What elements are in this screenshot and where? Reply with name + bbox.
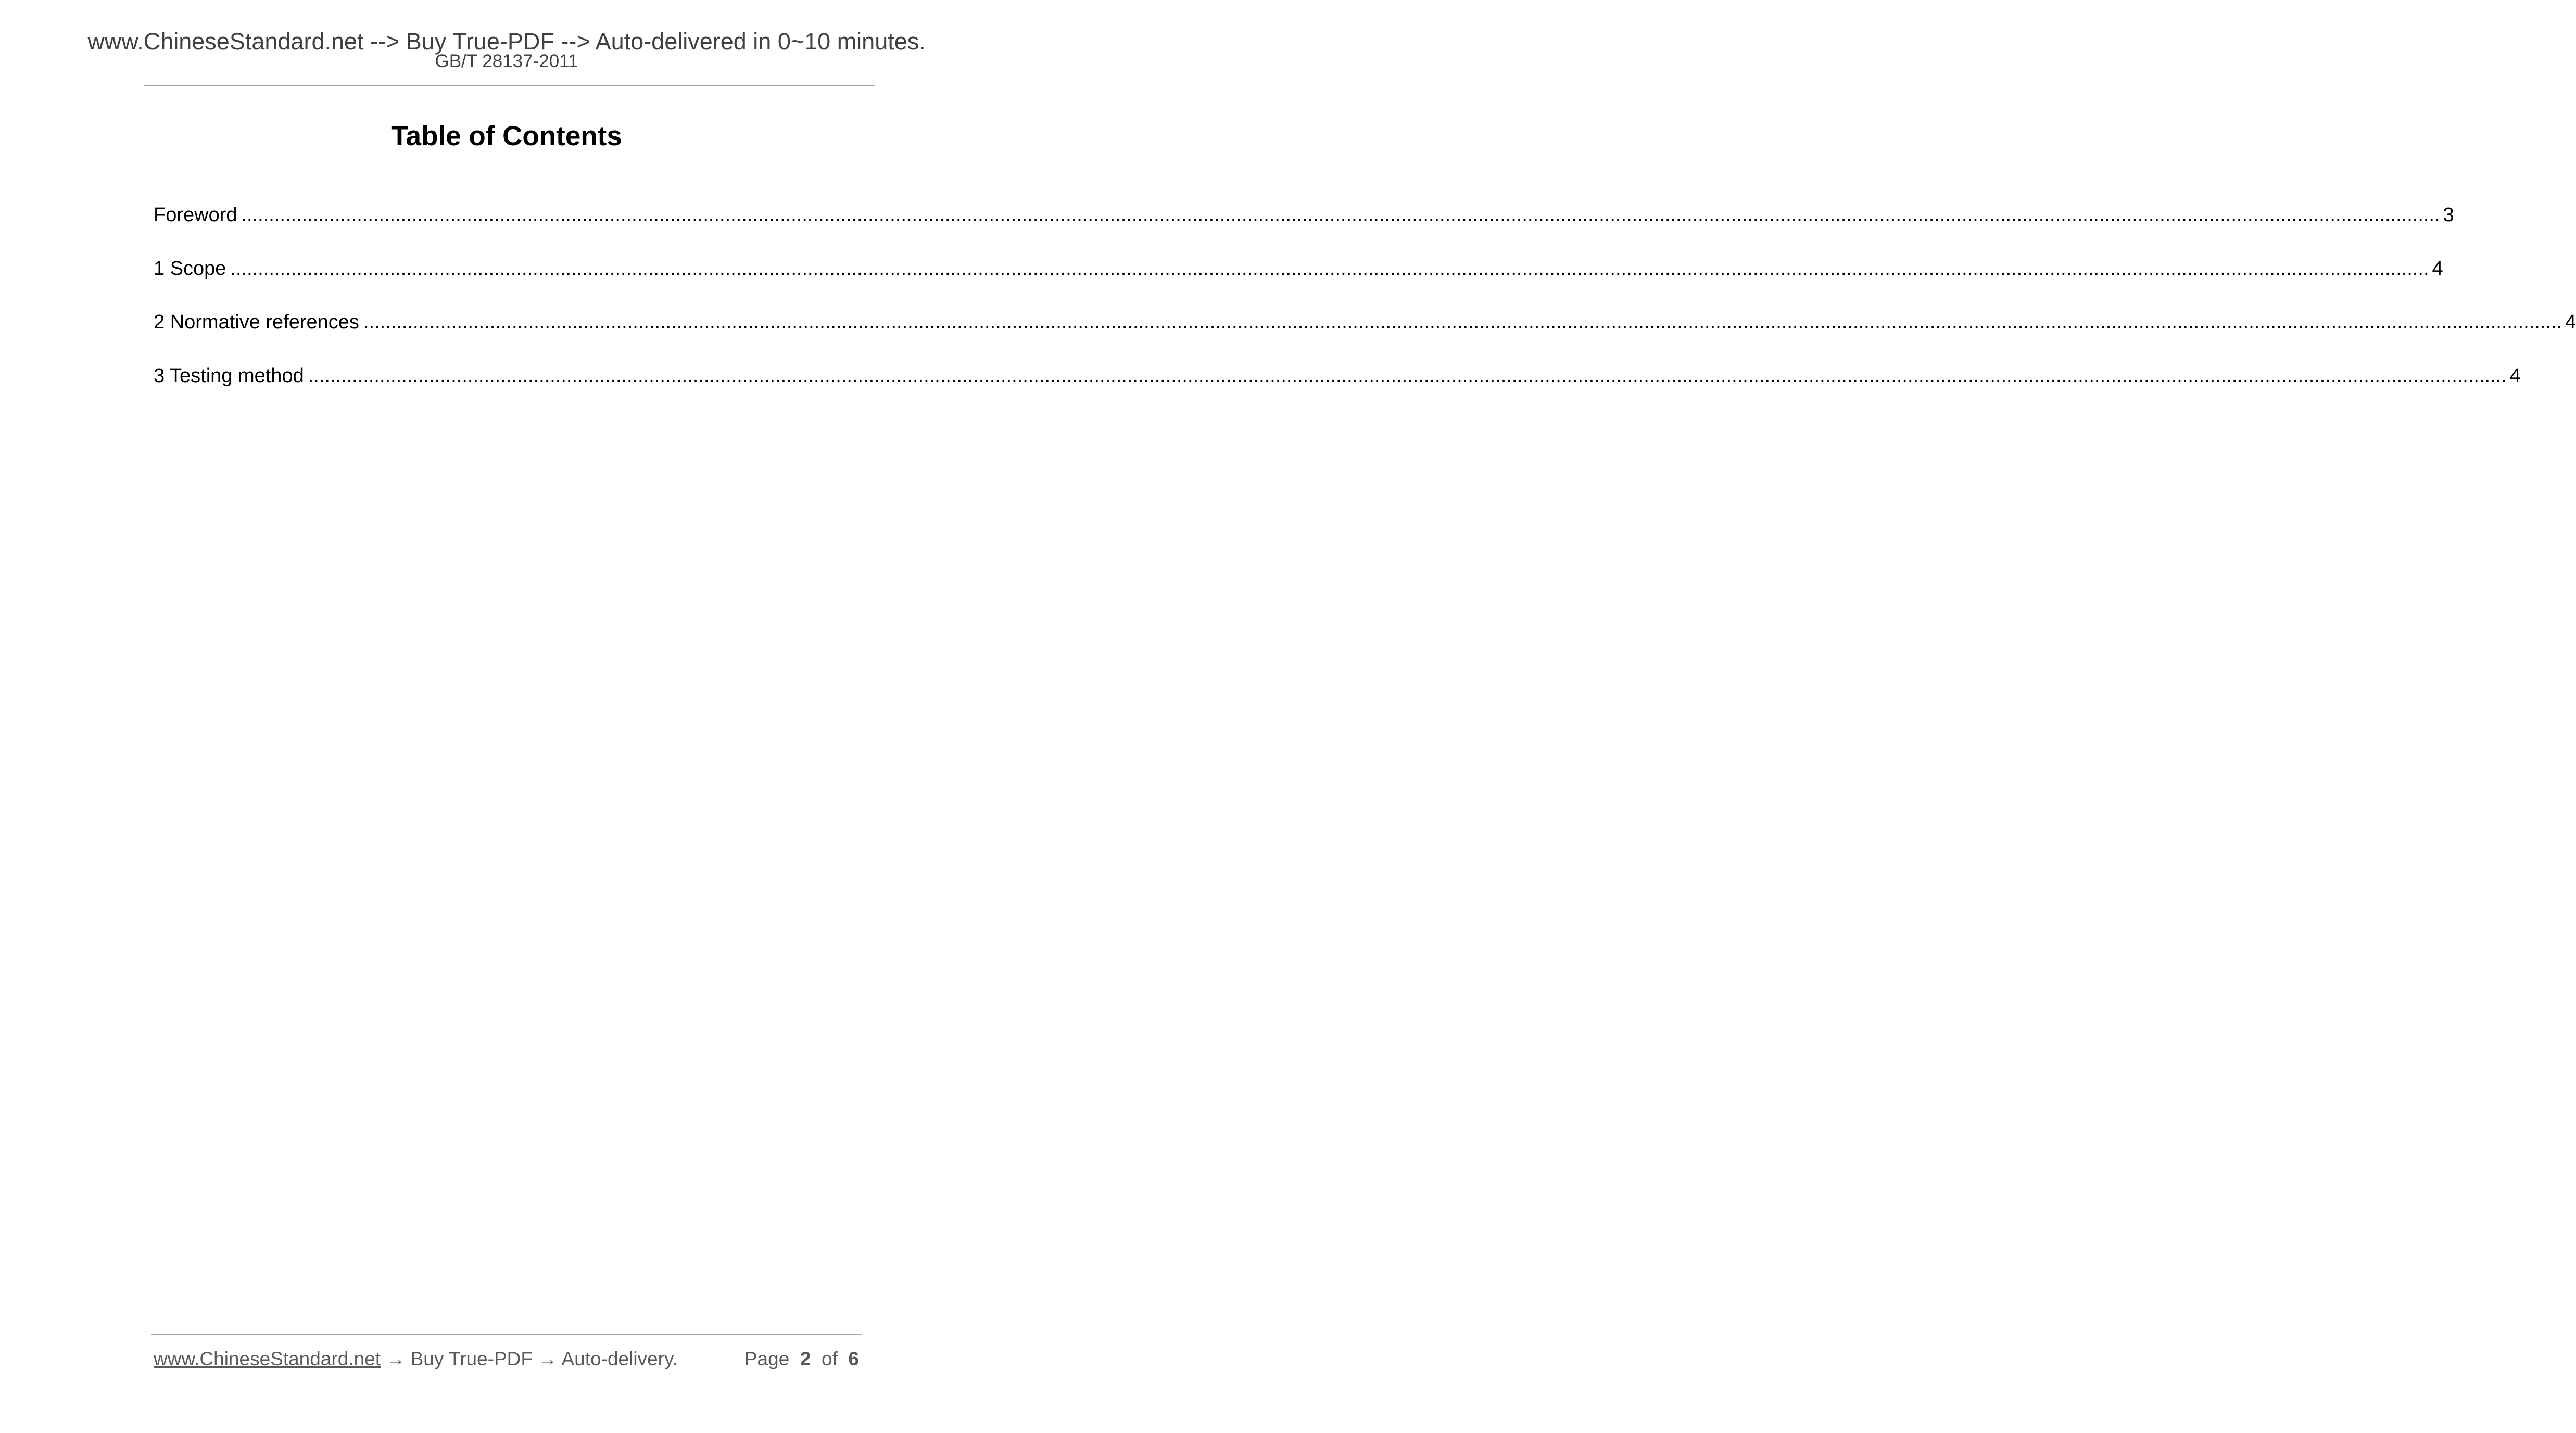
toc-entry-page: 4 [2432, 258, 2443, 280]
page-word: Page [744, 1348, 790, 1369]
footer-site-link[interactable]: www.ChineseStandard.net [154, 1348, 381, 1369]
toc-title: Table of Contents [391, 121, 622, 151]
of-word: of [822, 1348, 838, 1369]
toc-entry-scope[interactable] [154, 254, 2443, 308]
toc-dot-leader: ................................................................................................................................................................................................................................................................................................................................................................................................................ [308, 365, 2507, 387]
toc-entry-label: Foreword [154, 204, 237, 226]
toc-entry-testing-method[interactable] [154, 361, 2521, 415]
footer-promo [154, 1345, 678, 1374]
toc-dot-leader: ................................................................................................................................................................................................................................................................................................................................................................................................................ [241, 204, 2440, 226]
page-footer [154, 1345, 859, 1374]
toc-entry-foreword[interactable] [154, 200, 2454, 254]
toc-dot-leader: ................................................................................................................................................................................................................................................................................................................................................................................................................ [230, 258, 2429, 280]
toc-entry-label: 2 Normative references [154, 311, 359, 333]
document-id: GB/T 28137-2011 [435, 51, 578, 71]
toc-list [154, 200, 2576, 415]
current-page-number: 2 [800, 1348, 811, 1369]
toc-entry-page: 3 [2443, 204, 2454, 226]
footer-tagline: → Buy True-PDF → Auto-delivery. [381, 1348, 678, 1369]
toc-entry-page: 4 [2509, 365, 2521, 387]
toc-dot-leader: ................................................................................................................................................................................................................................................................................................................................................................................................................ [363, 311, 2562, 333]
header-divider [144, 85, 875, 86]
total-page-count: 6 [848, 1348, 859, 1369]
page-indicator [744, 1345, 859, 1374]
toc-entry-normative-references[interactable] [154, 308, 2576, 361]
toc-entry-page: 4 [2565, 311, 2576, 333]
header-banner: www.ChineseStandard.net --> Buy True-PDF --> Auto-delivered in 0~10 minutes. [87, 28, 926, 55]
toc-entry-label: 1 Scope [154, 258, 226, 280]
footer-divider [151, 1334, 862, 1335]
toc-entry-label: 3 Testing method [154, 365, 304, 387]
